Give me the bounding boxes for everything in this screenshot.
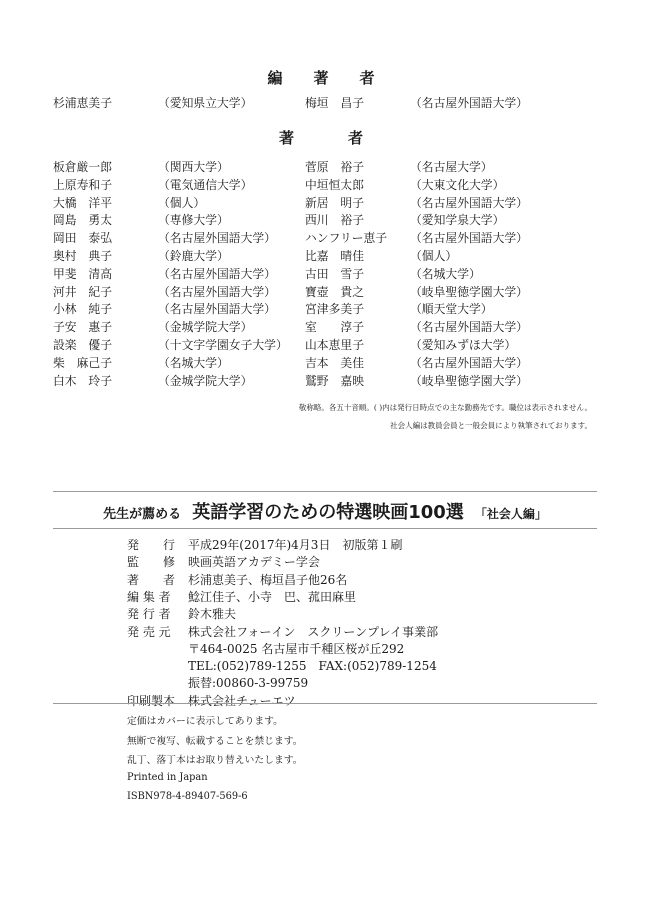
- divider-top: [53, 491, 597, 492]
- divider-footer: [53, 703, 597, 704]
- note-honorifics: 敬称略。各五十音順。( )内は発行日時点での主な勤務先です。職位は表示されません。: [298, 403, 592, 412]
- author-name: 河井 紀子: [53, 284, 112, 299]
- book-title-main: 英語学習のための特選映画100選: [192, 502, 464, 523]
- author-affiliation: （名古屋外国語大学）: [158, 284, 276, 299]
- author-name: 甲斐 清高: [53, 266, 112, 281]
- author-affiliation: （愛知みずほ大学）: [410, 338, 517, 352]
- colophon-value: 振替:00860-3-99759: [188, 676, 309, 691]
- colophon-value: 株式会社チューエツ: [188, 693, 296, 708]
- author-name: 上原寿和子: [53, 177, 112, 192]
- footer-notice: ISBN978-4-89407-569-6: [127, 791, 248, 802]
- colophon-value: 株式会社フォーイン スクリーンプレイ事業部: [188, 624, 439, 639]
- editors-heading: 編 著 者: [267, 69, 383, 87]
- author-name: 小林 純子: [53, 302, 112, 317]
- author-affiliation: （鈴鹿大学）: [158, 249, 229, 263]
- book-title-prefix: 先生が薦める: [103, 507, 182, 522]
- author-name: 菅原 裕子: [305, 160, 364, 174]
- author-affiliation: （金城学院大学）: [158, 320, 253, 335]
- colophon-label: 発 行 者: [127, 607, 171, 622]
- author-affiliation: （関西大学）: [158, 160, 229, 174]
- colophon-value: 映画英語アカデミー学会: [188, 555, 320, 570]
- author-affiliation: （名古屋外国語大学）: [158, 231, 276, 246]
- author-name: 宮津多美子: [305, 302, 364, 317]
- author-name: 岡島 勇太: [53, 213, 112, 228]
- author-name: 子安 惠子: [53, 320, 112, 335]
- author-name: 中垣恒太郎: [305, 177, 364, 192]
- book-title-subtitle: 「社会人編」: [474, 507, 547, 521]
- author-name: ハンフリー恵子: [305, 231, 388, 246]
- author-affiliation: （名古屋外国語大学）: [410, 231, 528, 246]
- author-name: 奥村 典子: [53, 249, 112, 263]
- author-name: 室 淳子: [305, 320, 364, 335]
- author-name: 寶壺 貴之: [305, 284, 364, 299]
- author-affiliation: （金城学院大学）: [158, 373, 253, 388]
- footer-notice: 無断で複写、転載することを禁じます。: [127, 735, 303, 747]
- author-affiliation: （十文字学園女子大学）: [158, 338, 288, 352]
- editor-name: 杉浦恵美子: [53, 96, 112, 110]
- colophon-value: 鯰江佳子、小寺 巴、菰田麻里: [188, 589, 357, 604]
- author-affiliation: （順天堂大学）: [410, 302, 493, 317]
- author-affiliation: （岐阜聖徳学園大学）: [410, 373, 528, 388]
- colophon-value: 杉浦恵美子、梅垣昌子他26名: [188, 572, 348, 587]
- author-name: 山本恵里子: [305, 338, 364, 352]
- author-affiliation: （岐阜聖徳学園大学）: [410, 284, 528, 299]
- author-name: 鷲野 嘉映: [305, 373, 364, 388]
- author-affiliation: （大東文化大学）: [410, 177, 505, 192]
- colophon-label: 印刷製本: [127, 693, 176, 708]
- author-name: 大橋 洋平: [53, 195, 112, 210]
- author-name: 柴 麻己子: [53, 355, 112, 370]
- author-name: 白木 玲子: [53, 373, 112, 388]
- author-affiliation: （名古屋外国語大学）: [158, 266, 276, 281]
- author-affiliation: （名古屋外国語大学）: [410, 195, 528, 210]
- footer-notice: Printed in Japan: [127, 771, 208, 783]
- author-affiliation: （愛知学泉大学）: [410, 213, 505, 228]
- editor-name: 梅垣 昌子: [305, 96, 364, 110]
- author-name: 新居 明子: [305, 195, 364, 210]
- colophon-value: TEL:(052)789-1255 FAX:(052)789-1254: [188, 659, 437, 674]
- colophon-label: 監 修: [127, 555, 176, 570]
- footer-notice: 乱丁、落丁本はお取り替えいたします。: [127, 755, 303, 766]
- author-name: 板倉厳一郎: [53, 160, 112, 174]
- authors-heading: 著 者: [278, 129, 371, 147]
- author-name: 設楽 優子: [53, 338, 112, 352]
- author-affiliation: （名古屋外国語大学）: [410, 355, 528, 370]
- book-title: [0, 498, 650, 524]
- author-affiliation: （個人）: [410, 249, 458, 263]
- author-affiliation: （名城大学）: [410, 266, 481, 281]
- author-affiliation: （専修大学）: [158, 213, 229, 228]
- colophon-value: 平成29年(2017年)4月3日 初版第１刷: [188, 538, 403, 552]
- author-name: 比嘉 晴佳: [305, 249, 364, 263]
- footer-notice: 定価はカバーに表示してあります。: [127, 716, 283, 727]
- editor-affiliation: （愛知県立大学）: [158, 96, 253, 110]
- colophon-label: 著 者: [127, 572, 176, 587]
- colophon-value: 鈴木雅夫: [188, 607, 237, 622]
- colophon-label: 発 行: [127, 538, 176, 552]
- author-name: 吉本 美佳: [305, 355, 364, 370]
- colophon-value: 〒464-0025 名古屋市千種区桜が丘292: [188, 641, 405, 656]
- author-name: 西川 裕子: [305, 213, 364, 228]
- colophon-label: 発 売 元: [127, 624, 171, 639]
- author-affiliation: （名城大学）: [158, 355, 229, 370]
- editor-affiliation: （名古屋外国語大学）: [410, 96, 528, 110]
- author-name: 古田 雪子: [305, 266, 364, 281]
- author-affiliation: （名古屋外国語大学）: [410, 320, 528, 335]
- author-affiliation: （電気通信大学）: [158, 177, 253, 192]
- divider-title: [53, 528, 597, 529]
- author-affiliation: （個人）: [158, 195, 206, 210]
- author-name: 岡田 泰弘: [53, 231, 112, 246]
- author-affiliation: （名古屋大学）: [410, 160, 493, 174]
- author-affiliation: （名古屋外国語大学）: [158, 302, 276, 317]
- note-contributors: 社会人編は教員会員と一般会員により執筆されております。: [390, 421, 592, 430]
- colophon-label: 編 集 者: [127, 589, 171, 604]
